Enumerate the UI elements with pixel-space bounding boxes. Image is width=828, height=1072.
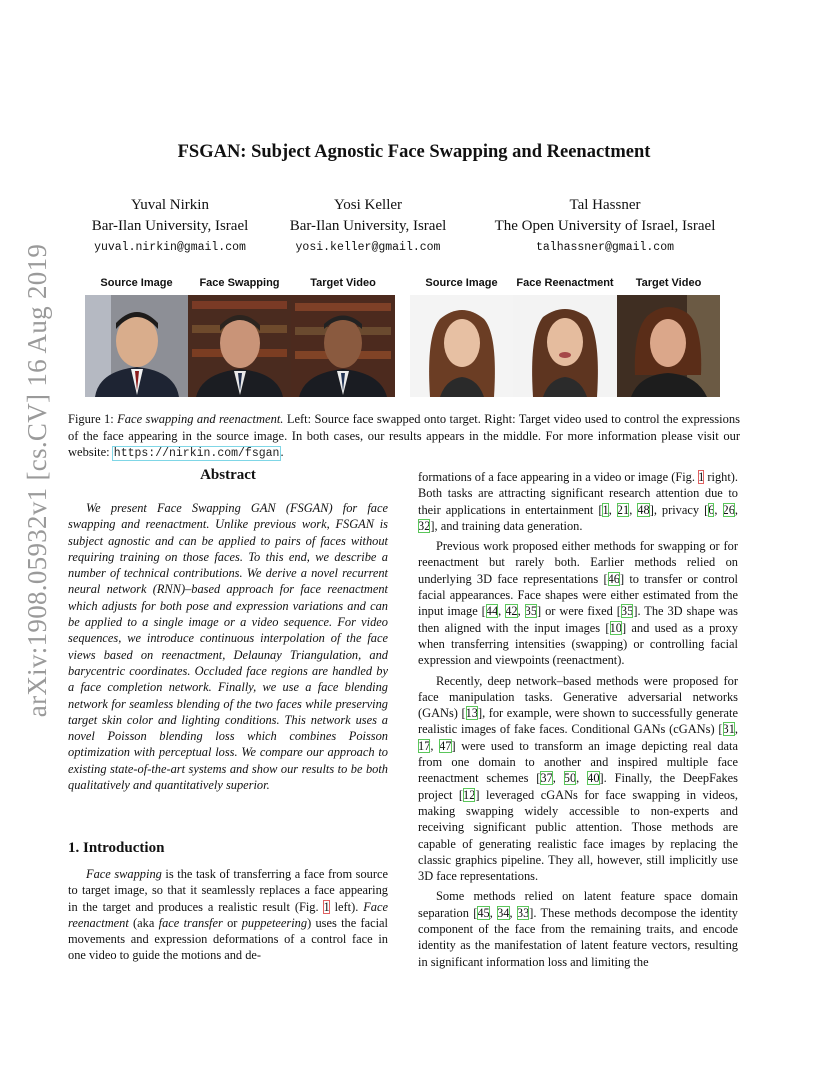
figure-panel	[617, 275, 720, 397]
citation-link[interactable]: 26	[722, 502, 735, 517]
arxiv-identifier-text: arXiv:1908.05932v1 [cs.CV] 16 Aug 2019	[22, 243, 53, 717]
citation-link[interactable]: 46	[607, 571, 620, 586]
citation-link[interactable]: 37	[540, 771, 553, 786]
author-block-2	[278, 195, 458, 258]
caption-emphasis: Face swapping and reenactment.	[117, 412, 284, 426]
face-reenactment-photo	[513, 295, 617, 397]
author-email: talhassner@gmail.com	[535, 241, 675, 254]
figure-panel	[85, 275, 188, 397]
citation-link[interactable]: 33	[516, 905, 530, 920]
body-paragraph: Some methods relied on latent feature space domain separation [45, 34, 33]. These methods decompose the identity component of the face from the remaining traits, and encode identity as the manifestation of latent feature vectors, resulting in significant information loss and limiting the	[418, 889, 738, 969]
citation-link[interactable]: 10	[609, 620, 622, 635]
citation-link[interactable]: 47	[439, 738, 452, 753]
panel-label: Face Swapping	[199, 277, 280, 289]
right-column-text	[418, 469, 738, 970]
panel-label: Source Image	[425, 277, 498, 289]
author-name: Yuval Nirkin	[131, 197, 209, 213]
body-paragraph: Recently, deep network–based methods were proposed for face manipulation tasks. Generative adversarial networks (GANs) [13], for example, were shown to successfully generate realistic images of fake faces. Conditional GANs (cGANs) [31, 17, 47] were used to transform an image depicting real data from one domain to another and inspired multiple face reenactment schemes [37, 50, 40]. Finally, the DeepFakes project [12] leveraged cGANs for face swapping in videos, making swapping widely accessible to non-experts and receiving significant public attention. Those methods are capable of generating realistic face images by replacing the classic graphics pipeline. They all, however, still implicitly use 3D face representations.	[418, 673, 739, 884]
citation-link[interactable]: 32	[418, 518, 431, 533]
intro-text	[68, 866, 388, 964]
intro-paragraph: Face swapping is the task of transferring a face from source to target image, so that it seamlessly replaces a face appearing in the target and produces a realistic result (Fig. 1 left). Face reenactment (aka face transfer or puppeteering) uses the facial movements and expression deformations of a control face in one video to guide the motions and de-	[68, 867, 388, 963]
author-email: yuval.nirkin@gmail.com	[94, 241, 246, 254]
figure-reenactment-group	[410, 275, 720, 397]
abstract-paragraph: We present Face Swapping GAN (FSGAN) for face swapping and reenactment. Unlike previous work, FSGAN is subject agnostic and can be applied to pairs of faces without requiring training on those faces. To this end, we describe a number of technical contributions. We derive a novel recurrent neural network (RNN)–based approach for face reenactment which adjusts for both pose and expression variations and can be applied to a single image or a video sequence. For video sequences, we introduce continuous interpolation of the face views based on reenactment, Delaunay Triangulation, and barycentric coordinates. Occluded face regions are handled by a face completion network. Finally, we use a face blending network for seamless blending of the two faces while preserving target skin color and lighting conditions. This network uses a novel Poisson blending loss which combines Poisson optimization with perceptual loss. We compare our approach to existing state-of-the-art systems and show our results to be both qualitatively and quantitatively superior.	[68, 501, 388, 793]
citation-link[interactable]: 17	[418, 738, 431, 753]
body-paragraph: Previous work proposed either methods for swapping or for reenactment but rarely both. Earlier methods relied on underlying 3D face representations [46] to transfer or control facial appearances. Face shapes were either estimated from the input image [44, 42, 35] or were fixed [35]. The 3D shape was then aligned with the input images [10] and used as a proxy when transferring intensities (swapping) or controlling facial expression and viewpoints (reenactment).	[418, 539, 738, 668]
citation-link[interactable]: 35	[620, 604, 634, 619]
figure-panel	[513, 275, 617, 397]
figure-caption: Figure 1: Face swapping and reenactment. Left: Source face swapped onto target. Right: Target video used to control the expressions of the face appearing in the source image. In both cases, our results appears in the middle. For more information please visit our website: https://nirkin.com/fsgan.	[68, 412, 740, 460]
citation-link[interactable]: 31	[722, 722, 735, 737]
author-name: Tal Hassner	[569, 197, 641, 213]
target-video-photo	[617, 295, 720, 397]
author-affiliation: Bar-Ilan University, Israel	[91, 218, 249, 234]
citation-link[interactable]: 44	[485, 604, 499, 619]
abstract-text	[68, 500, 388, 793]
panel-label: Target Video	[310, 277, 376, 289]
citation-link[interactable]: 35	[524, 604, 538, 619]
arxiv-identifier	[20, 243, 56, 717]
citation-link[interactable]: 45	[477, 905, 490, 920]
citation-link[interactable]: 12	[463, 787, 476, 802]
body-paragraph: formations of a face appearing in a video or image (Fig. 1 right). Both tasks are attracting significant research attention due to their applications in entertainment [1, 21, 48], privacy [6, 26, 32], and training data generation.	[418, 470, 739, 533]
intro-heading: 1. Introduction	[68, 840, 165, 856]
figure-swapping-group	[85, 275, 395, 397]
citation-link[interactable]: 21	[616, 502, 630, 517]
citation-link[interactable]: 42	[505, 604, 518, 619]
caption-prefix: Figure 1:	[68, 412, 118, 426]
target-video-photo	[291, 295, 395, 397]
citation-link[interactable]: 48	[637, 502, 650, 517]
author-email: yosi.keller@gmail.com	[295, 241, 441, 254]
author-affiliation: The Open University of Israel, Israel	[494, 218, 716, 234]
source-image-photo	[410, 295, 513, 397]
caption-body: Left: Source face swapped onto target. Right: Target video used to control the expressions of the face appearing in the source image. In both cases, our results appears in the middle. For more information please visit our website:	[68, 412, 740, 459]
author-affiliation: Bar-Ilan University, Israel	[289, 218, 447, 234]
citation-link[interactable]: 6	[708, 502, 715, 517]
citation-link[interactable]: 13	[465, 706, 478, 721]
author-block-1	[80, 195, 260, 258]
figure-panel	[188, 275, 291, 397]
abstract-heading: Abstract	[200, 467, 256, 483]
panel-label: Source Image	[100, 277, 173, 289]
source-image-photo	[85, 295, 188, 397]
panel-label: Target Video	[635, 277, 702, 289]
project-website-link[interactable]: https://nirkin.com/fsgan	[113, 447, 280, 460]
citation-link[interactable]: 1	[602, 502, 609, 517]
citation-link[interactable]: 40	[587, 771, 600, 786]
author-block-3	[480, 195, 730, 258]
figure-panel	[410, 275, 513, 397]
figure-ref-link[interactable]: 1	[323, 899, 330, 914]
figure-panel	[291, 275, 395, 397]
citation-link[interactable]: 50	[563, 771, 577, 786]
paper-title: FSGAN: Subject Agnostic Face Swapping and Reenactment	[177, 142, 651, 162]
citation-link[interactable]: 34	[497, 905, 510, 920]
face-swapping-photo	[188, 295, 291, 397]
panel-label: Face Reenactment	[516, 277, 614, 289]
author-name: Yosi Keller	[333, 197, 403, 213]
figure-ref-link[interactable]: 1	[698, 470, 705, 484]
